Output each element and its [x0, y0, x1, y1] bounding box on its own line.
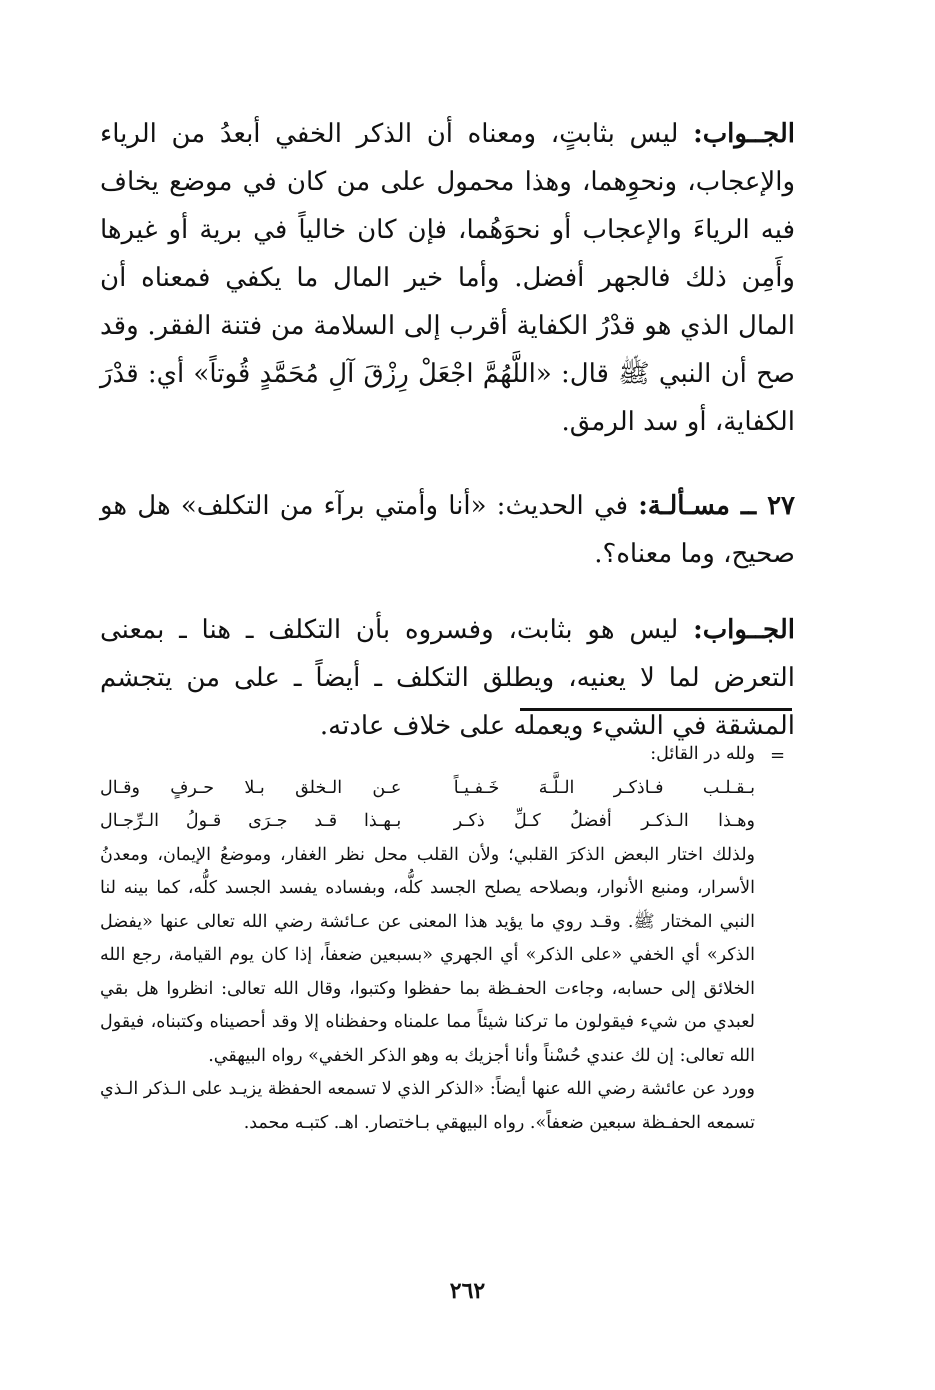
footnote-paragraph: وورد عن عائشة رضي الله عنها أيضاً: «الذكر الذي لا تسمعه الحفظة يزيـد على الـذكر الـذي تسمعه الحفـظة سبعين ضعفاً». رواه البيهقي بـاختصار. اهـ. كتبـه محمد. [100, 1079, 755, 1133]
page-number: ٢٦٢ [449, 1278, 486, 1304]
question-heading: ٢٧ ــ مسـألـة: [638, 491, 795, 521]
verse-first-hemistich: بـقـلـب فـاذكـر الـلَّـهَ خَـفـيـاً [453, 777, 755, 798]
answer-paragraph [100, 110, 795, 446]
answer-text: ليس هو بثابت، وفسروه بأن التكلف ـ هنا ـ بمعنى التعرض لما لا يعنيه، ويطلق التكلف ـ أيضاً ـ على من يتجشم المشقة في الشيء ويعمله على خلاف عادته. [100, 615, 795, 741]
answer-paragraph [100, 606, 795, 750]
footnote-continuation-marker: = [770, 745, 786, 766]
main-text [100, 110, 795, 750]
poem [100, 772, 755, 839]
footnote-paragraph: ولذلك اختار البعض الذكرَ القلبي؛ ولأن القلب محل نظر الغفار، وموضعُ الإيمان، ومعدنُ الأسرار، ومنبع الأنوار، وبصلاحه يصلح الجسد كلُّه، وبفساده يفسد الجسد كلُّه، كما بينه لنا النبي المختار ﷺ. وقـد روي ما يؤيد هذا المعنى عن عـائشة رضي الله تعالى عنها «يفضل الذكر» أي الخفي «على الذكر» أي الجهري «بسبعين ضعفاً، إذا كان يوم القيامة، رجع الله الخلائق إلى حسابه، وجاءت الحفـظة بما حفظوا وكتبوا، وقال الله تعالى: انظروا هل بقي لعبدي من شيء فيقولون ما تركنا شيئاً مما علمناه وحفظناه إلا وقد أحصيناه وكتبناه، فيقول الله تعالى: إن لك عندي حُسْناً وأنا أجزيك به وهو الذكر الخفي» رواه البيهقي. [100, 844, 755, 1066]
footnote [100, 738, 755, 1140]
footnote-separator [520, 708, 792, 711]
question-text: في الحديث: «أنا وأمتي برآء من التكلف» هل هو صحيح، وما معناه؟. [100, 491, 795, 569]
answer-heading: الجــواب: [693, 119, 795, 149]
poem-verse [100, 805, 755, 839]
footnote-intro: ولله در القائل: [650, 744, 755, 764]
verse-first-hemistich: وهـذا الـذكـر أفضلُ كـلِّ ذكـر [453, 811, 755, 831]
verse-second-hemistich: عـن الـخلق بـلا حـرفٍ وقـال [100, 777, 402, 798]
answer-text: ليس بثابتٍ، ومعناه أن الذكر الخفي أبعدُ من الرياء والإعجاب، ونحوِهما، وهذا محمول على من كان في موضع يخاف فيه الرياءَ والإعجاب أو نحوَهُما، فإن كان خالياً في برية أو غيرها وأَمِن ذلك فالجهر أفضل. وأما خير المال ما يكفي فمعناه أن المال الذي هو قدْرُ الكفاية أقرب إلى السلامة من فتنة الفقر. وقد صح أن النبي ﷺ قال: «اللَّهُمَّ اجْعَلْ رِزْقَ آلِ مُحَمَّدٍ قُوتاً» أي: قدْرَ الكفاية، أو سد الرمق. [100, 119, 795, 437]
poem-verse [100, 772, 755, 806]
answer-heading: الجــواب: [693, 615, 795, 645]
question-paragraph [100, 482, 795, 578]
verse-second-hemistich: بـهـذا قـد جـرَى قـولُ الـرِّجـال [100, 811, 402, 831]
